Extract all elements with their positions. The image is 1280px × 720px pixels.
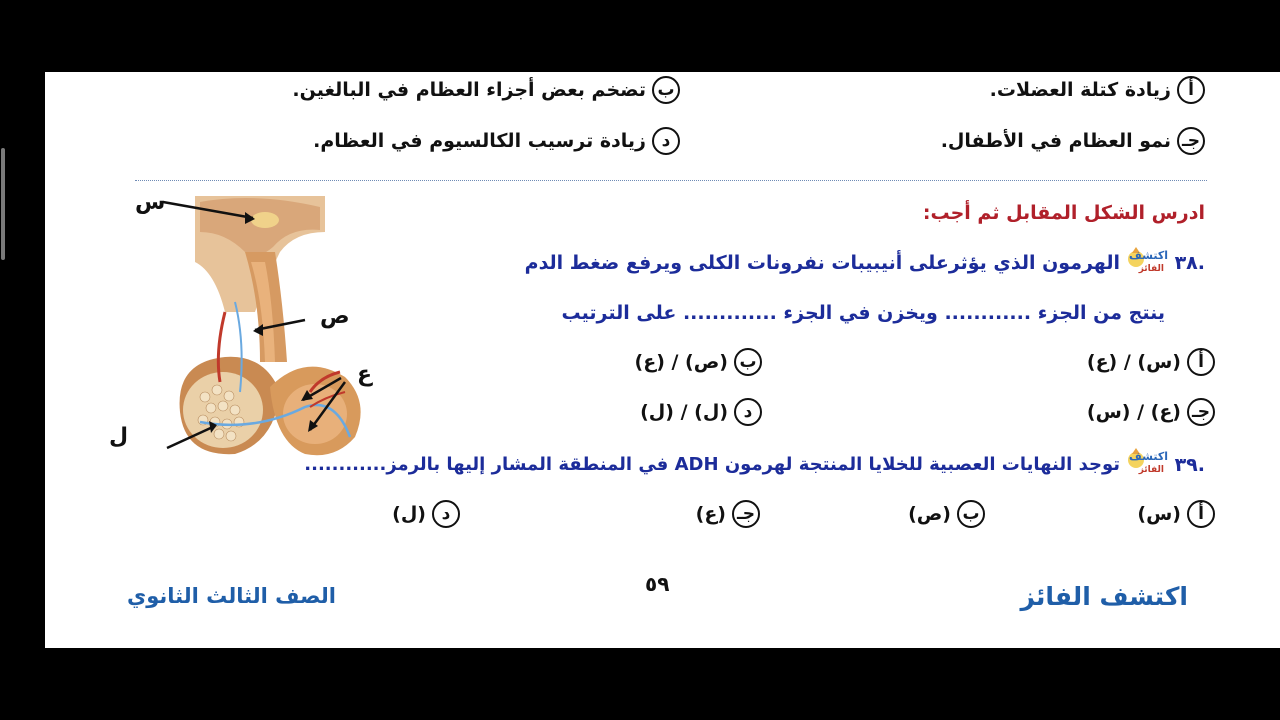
option-letter-badge: جـ [1177,127,1205,155]
logo-small-q39 [1124,448,1170,484]
document-page [45,72,1280,648]
option-text: (ع) [695,503,726,525]
q39-option-b[interactable] [908,500,985,528]
q39-option-c[interactable] [696,500,760,528]
option-letter-badge: أ [1177,76,1205,104]
logo-small-q38 [1124,247,1170,283]
q38-option-c[interactable] [1087,398,1215,426]
q39-number: ٣٩. [1174,454,1205,476]
prev-option-b[interactable] [292,76,680,104]
option-letter-badge: ب [734,348,762,376]
footer-grade: الصف الثالث الثانوي [127,584,336,608]
option-letter-badge: جـ [732,500,760,528]
diagram-label-lam: ل [109,424,129,449]
option-letter-badge: ب [652,76,680,104]
q38-number: ٣٨. [1174,252,1205,274]
option-text: زيادة كتلة العضلات. [989,79,1171,101]
q38-option-b[interactable] [635,348,762,376]
diagram-label-s: س [135,190,166,215]
section-divider [135,180,1207,181]
page-number: ٥٩ [645,572,670,596]
prev-option-d[interactable] [313,127,680,155]
option-letter-badge: أ [1187,500,1215,528]
option-letter-badge: د [432,500,460,528]
q38-line2: ينتج من الجزء ............ ويخزن في الجزء ............. على الترتيب [561,302,1165,324]
option-letter-badge: د [734,398,762,426]
q39-text: توجد النهايات العصبية للخلايا المنتجة لهرمون ADH في المنطقة المشار إليها بالرمز............ [304,454,1120,475]
option-text: (س) [1137,503,1181,525]
logo-small-text-1: اكتشف [1129,249,1168,262]
q39-option-d[interactable] [392,500,460,528]
option-letter-badge: ب [957,500,985,528]
option-text: (س) / (ع) [1086,351,1181,373]
option-letter-badge: جـ [1187,398,1215,426]
option-text: (ع) / (س) [1086,401,1181,423]
logo-small-text-1: اكتشف [1129,450,1168,463]
prev-option-c[interactable] [941,127,1205,155]
logo-small-text-2: الفائز [1138,264,1164,274]
diagram-label-sad: ص [320,304,350,329]
instruction-text: ادرس الشكل المقابل ثم أجب: [922,202,1205,224]
option-text: (ص) / (ع) [634,351,728,373]
pituitary-gland-illustration [105,192,395,472]
logo-small-text-2: الفائز [1138,465,1164,475]
q38-line1: الهرمون الذي يؤثرعلى أنيبيبات نفرونات الكلى ويرفع ضغط الدم [524,252,1120,274]
diagram-label-ain: ع [357,362,373,387]
option-text: (ل) / (ل) [640,401,728,423]
option-text: نمو العظام في الأطفال. [940,130,1171,152]
q39-option-a[interactable] [1137,500,1215,528]
option-text: زيادة ترسيب الكالسيوم في العظام. [313,130,646,152]
pituitary-diagram [105,192,395,472]
option-letter-badge: أ [1187,348,1215,376]
q38-option-d[interactable] [640,398,762,426]
scrollbar-thumb[interactable] [1,148,5,260]
option-text: (ل) [392,503,426,525]
option-text: (ص) [908,503,951,525]
q38-option-a[interactable] [1087,348,1215,376]
footer-brand: اكتشف الفائز [1020,582,1188,611]
option-letter-badge: د [652,127,680,155]
option-text: تضخم بعض أجزاء العظام في البالغين. [292,79,646,101]
prev-option-a[interactable] [990,76,1205,104]
